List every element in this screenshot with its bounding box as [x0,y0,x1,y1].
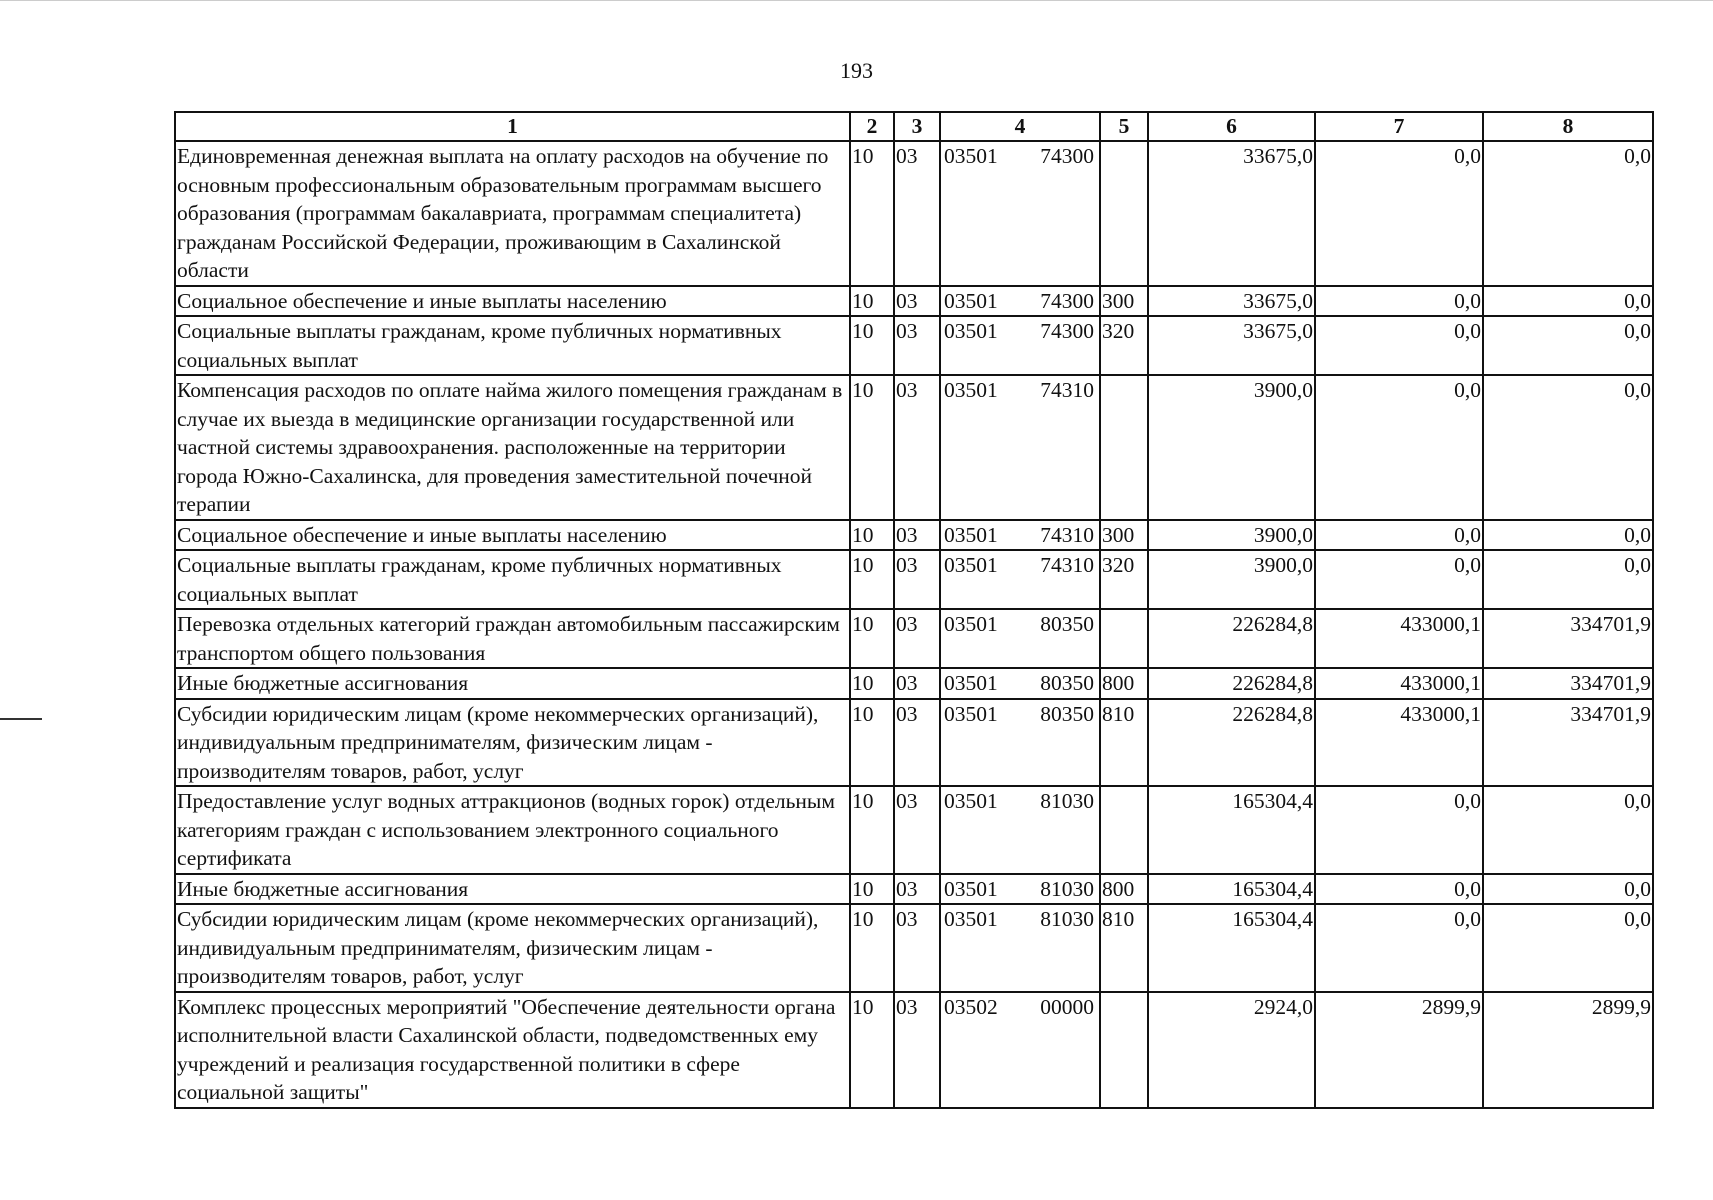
subsection-code-cell: 03 [894,286,940,317]
subsection-code-cell: 03 [894,904,940,992]
expense-name-cell: Субсидии юридическим лицам (кроме некоммерческих организаций), индивидуальным предпринимателям, физическим лицам - производителям товаров, работ, услуг [175,699,850,787]
table-row [175,550,1653,609]
amount-col6-cell: 165304,4 [1148,874,1315,905]
amount-col7-cell: 433000,1 [1315,699,1483,787]
table-row [175,668,1653,699]
amount-col7-cell: 2899,9 [1315,992,1483,1108]
target-article-direction: 80350 [1040,671,1094,695]
header-cell: 2 [850,112,894,141]
target-article-direction: 80350 [1040,612,1094,636]
amount-col7-cell: 0,0 [1315,550,1483,609]
amount-col6-cell: 165304,4 [1148,904,1315,992]
expense-type-cell: 800 [1100,874,1148,905]
subsection-code-cell: 03 [894,520,940,551]
table-row [175,699,1653,787]
section-code-cell: 10 [850,609,894,668]
target-article-program: 03502 [944,994,998,1019]
target-article-cell [940,316,1100,375]
subsection-code-cell: 03 [894,609,940,668]
amount-col7-cell: 0,0 [1315,904,1483,992]
amount-col6-cell: 226284,8 [1148,609,1315,668]
amount-col7-cell: 0,0 [1315,141,1483,286]
target-article-program: 03501 [944,288,998,313]
target-article-direction: 74300 [1040,288,1094,313]
section-code-cell: 10 [850,286,894,317]
target-article-direction: 81030 [1040,876,1094,901]
amount-col6-cell: 33675,0 [1148,316,1315,375]
target-article-program: 03501 [944,144,998,168]
target-article-cell [940,699,1100,787]
table-row [175,375,1653,520]
amount-col8-cell: 0,0 [1483,316,1653,375]
amount-col8-cell: 0,0 [1483,786,1653,874]
header-cell: 1 [175,112,850,141]
target-article-direction: 74300 [1040,144,1094,168]
section-code-cell: 10 [850,668,894,699]
expense-name-cell: Иные бюджетные ассигнования [175,874,850,905]
amount-col8-cell: 0,0 [1483,141,1653,286]
header-row [175,112,1653,141]
amount-col6-cell: 3900,0 [1148,375,1315,520]
scan-edge [0,0,1713,1]
amount-col8-cell: 334701,9 [1483,609,1653,668]
amount-col7-cell: 0,0 [1315,286,1483,317]
amount-col8-cell: 0,0 [1483,520,1653,551]
table-row [175,520,1653,551]
amount-col7-cell: 0,0 [1315,786,1483,874]
target-article-direction: 74310 [1040,553,1094,577]
amount-col8-cell: 0,0 [1483,874,1653,905]
expense-name-cell: Социальные выплаты гражданам, кроме публичных нормативных социальных выплат [175,550,850,609]
target-article-program: 03501 [944,876,998,901]
expense-type-cell [1100,609,1148,668]
section-code-cell: 10 [850,904,894,992]
table-body [175,141,1653,1108]
expense-type-cell: 300 [1100,520,1148,551]
section-code-cell: 10 [850,699,894,787]
target-article-program: 03501 [944,671,998,695]
expense-type-cell: 320 [1100,550,1148,609]
header-cell: 3 [894,112,940,141]
table-row [175,316,1653,375]
expense-name-cell: Предоставление услуг водных аттракционов (водных горок) отдельным категориям граждан с использованием электронного социального сертификата [175,786,850,874]
amount-col7-cell: 433000,1 [1315,668,1483,699]
target-article-program: 03501 [944,522,998,547]
target-article-cell [940,992,1100,1108]
expense-name-cell: Иные бюджетные ассигнования [175,668,850,699]
target-article-cell [940,375,1100,520]
target-article-direction: 00000 [1040,994,1094,1019]
target-article-direction: 81030 [1040,907,1094,931]
header-cell: 5 [1100,112,1148,141]
target-article-direction: 80350 [1040,701,1094,726]
scan-mark [0,718,42,720]
subsection-code-cell: 03 [894,874,940,905]
header-cell: 7 [1315,112,1483,141]
table-row [175,609,1653,668]
target-article-cell [940,874,1100,905]
target-article-program: 03501 [944,319,998,343]
budget-table [174,111,1654,1109]
amount-col6-cell: 33675,0 [1148,141,1315,286]
target-article-direction: 74310 [1040,522,1094,547]
section-code-cell: 10 [850,874,894,905]
target-article-cell [940,904,1100,992]
table-row [175,786,1653,874]
subsection-code-cell: 03 [894,992,940,1108]
section-code-cell: 10 [850,992,894,1108]
amount-col6-cell: 226284,8 [1148,668,1315,699]
target-article-direction: 74310 [1040,378,1094,402]
table-row [175,286,1653,317]
target-article-direction: 74300 [1040,319,1094,343]
subsection-code-cell: 03 [894,316,940,375]
subsection-code-cell: 03 [894,550,940,609]
target-article-program: 03501 [944,701,998,726]
header-cell: 6 [1148,112,1315,141]
target-article-program: 03501 [944,378,998,402]
subsection-code-cell: 03 [894,699,940,787]
subsection-code-cell: 03 [894,141,940,286]
expense-type-cell [1100,141,1148,286]
target-article-cell [940,786,1100,874]
expense-name-cell: Комплекс процессных мероприятий "Обеспечение деятельности органа исполнительной власти Сахалинской области, подведомственных ему учреждений и реализация государственной политики в сфере социальной защиты" [175,992,850,1108]
amount-col8-cell: 2899,9 [1483,992,1653,1108]
expense-name-cell: Перевозка отдельных категорий граждан автомобильным пассажирским транспортом общего пользования [175,609,850,668]
target-article-cell [940,286,1100,317]
expense-name-cell: Субсидии юридическим лицам (кроме некоммерческих организаций), индивидуальным предпринимателям, физическим лицам - производителям товаров, работ, услуг [175,904,850,992]
amount-col8-cell: 334701,9 [1483,668,1653,699]
amount-col7-cell: 0,0 [1315,874,1483,905]
expense-name-cell: Социальное обеспечение и иные выплаты населению [175,520,850,551]
target-article-cell [940,550,1100,609]
table-row [175,874,1653,905]
expense-type-cell [1100,375,1148,520]
target-article-cell [940,141,1100,286]
subsection-code-cell: 03 [894,668,940,699]
amount-col6-cell: 33675,0 [1148,286,1315,317]
expense-name-cell: Единовременная денежная выплата на оплату расходов на обучение по основным профессиональным образовательным программам высшего образования (программам бакалавриата, программам специалитета) гражданам Российской Федерации, проживающим в Сахалинской области [175,141,850,286]
amount-col6-cell: 2924,0 [1148,992,1315,1108]
amount-col8-cell: 0,0 [1483,286,1653,317]
amount-col8-cell: 0,0 [1483,904,1653,992]
amount-col6-cell: 3900,0 [1148,550,1315,609]
section-code-cell: 10 [850,550,894,609]
amount-col8-cell: 0,0 [1483,375,1653,520]
section-code-cell: 10 [850,520,894,551]
target-article-program: 03501 [944,789,998,813]
expense-name-cell: Социальное обеспечение и иные выплаты населению [175,286,850,317]
expense-type-cell [1100,992,1148,1108]
expense-type-cell [1100,786,1148,874]
amount-col7-cell: 0,0 [1315,375,1483,520]
amount-col6-cell: 226284,8 [1148,699,1315,787]
header-cell: 8 [1483,112,1653,141]
target-article-cell [940,520,1100,551]
subsection-code-cell: 03 [894,786,940,874]
page-number: 193 [840,58,873,83]
section-code-cell: 10 [850,316,894,375]
expense-name-cell: Компенсация расходов по оплате найма жилого помещения гражданам в случае их выезда в медицинские организации государственной или частной системы здравоохранения. расположенные на территории города Южно-Сахалинска, для проведения заместительной почечной терапии [175,375,850,520]
target-article-cell [940,668,1100,699]
section-code-cell: 10 [850,375,894,520]
expense-name-cell: Социальные выплаты гражданам, кроме публичных нормативных социальных выплат [175,316,850,375]
table-row [175,992,1653,1108]
subsection-code-cell: 03 [894,375,940,520]
target-article-program: 03501 [944,907,998,931]
amount-col7-cell: 0,0 [1315,316,1483,375]
expense-type-cell: 320 [1100,316,1148,375]
target-article-direction: 81030 [1040,789,1094,813]
target-article-program: 03501 [944,612,998,636]
expense-type-cell: 300 [1100,286,1148,317]
expense-type-cell: 810 [1100,904,1148,992]
target-article-cell [940,609,1100,668]
amount-col8-cell: 334701,9 [1483,699,1653,787]
amount-col7-cell: 433000,1 [1315,609,1483,668]
amount-col8-cell: 0,0 [1483,550,1653,609]
table-row [175,141,1653,286]
amount-col6-cell: 3900,0 [1148,520,1315,551]
expense-type-cell: 810 [1100,699,1148,787]
table-row [175,904,1653,992]
header-cell: 4 [940,112,1100,141]
section-code-cell: 10 [850,141,894,286]
section-code-cell: 10 [850,786,894,874]
expense-type-cell: 800 [1100,668,1148,699]
target-article-program: 03501 [944,553,998,577]
amount-col7-cell: 0,0 [1315,520,1483,551]
amount-col6-cell: 165304,4 [1148,786,1315,874]
